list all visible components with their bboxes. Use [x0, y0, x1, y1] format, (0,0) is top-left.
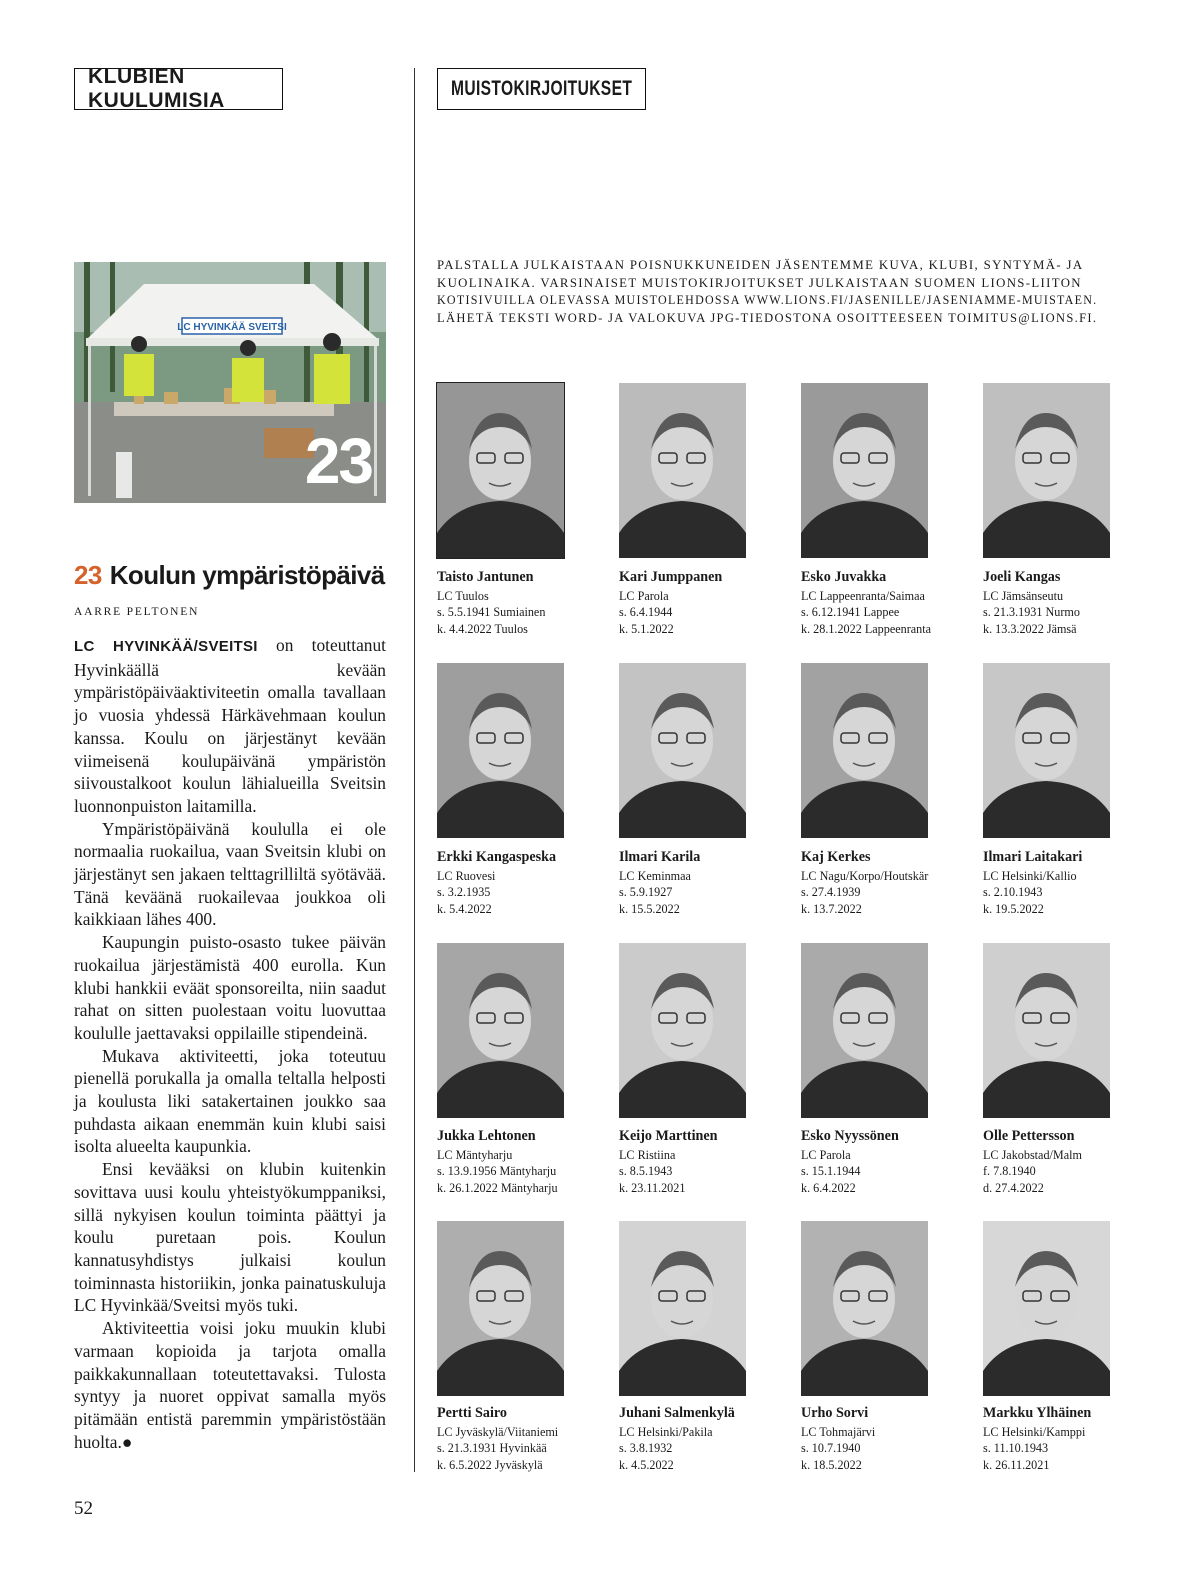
- person-born: s. 15.1.1944: [801, 1164, 861, 1179]
- person-club: LC Lappeenranta/Saimaa: [801, 589, 925, 603]
- person-name: Pertti Sairo: [437, 1405, 508, 1421]
- article-headline: [74, 560, 394, 591]
- obituary-entry: [619, 568, 797, 637]
- portrait-photo: [983, 943, 1110, 1118]
- article-paragraph: Ensi kevääksi on klubin kuitenkin sovittava uusi koulu yhteistyökumppaniksi, sillä nykyisen koulun toiminta päättyi ja koulu puretaan pois. Koulun kannatusyhdistys julkaisi koulun toiminnasta historiikin, jonka painatuskuluja LC Hyvinkää/Sveitsi myös tuki.: [74, 1159, 386, 1316]
- person-died: k. 15.5.2022: [619, 901, 680, 916]
- obituary-entry: [619, 848, 797, 917]
- portrait-photo: [619, 383, 746, 558]
- person-died: k. 5.1.2022: [619, 621, 674, 636]
- person-club: LC Jämsänseutu: [983, 589, 1064, 603]
- person-club: LC Ruovesi: [437, 869, 496, 883]
- person-died: k. 6.4.2022: [801, 1180, 856, 1195]
- person-name: Kari Jumppanen: [619, 569, 723, 585]
- obituary-entry: [983, 848, 1161, 917]
- obituary-entry: [801, 1404, 979, 1473]
- intro-line: KOTISIVUILLA OLEVASSA MUISTOLEHDOSSA WWW.LIONS.FI/JASENILLE/JASENIAMME-MUISTAEN.: [437, 293, 1098, 307]
- person-died: k. 4.4.2022 Tuulos: [437, 621, 528, 636]
- section-title-klubien-kuulumisia: KLUBIEN KUULUMISIA: [74, 68, 283, 110]
- portrait-photo: [801, 383, 928, 558]
- article-title: Koulun ympäristöpäivä: [109, 560, 385, 590]
- photo-number: 23: [304, 425, 372, 497]
- person-name: Kaj Kerkes: [801, 849, 871, 865]
- article-paragraph: LC HYVINKÄÄ/SVEITSI on toteuttanut Hyvinkäällä kevään ympäristöpäiväaktiviteetin omalla tavallaan jo vuosia yhdessä Härkävehmaan koulun kanssa. Koulu on järjestänyt kevään viimeisenä koulupäivänä ympäristön siivoustalkoot koulun lähialueilla Sveitsin luonnonpuiston laitamilla.: [74, 635, 387, 816]
- person-born: s. 5.9.1927: [619, 885, 673, 900]
- portrait-photo: [983, 663, 1110, 838]
- intro-line: PALSTALLA JULKAISTAAN POISNUKKUNEIDEN JÄSENTEMME KUVA, KLUBI, SYNTYMÄ- JA: [437, 258, 1084, 272]
- portrait-photo: [437, 383, 564, 558]
- page-number: 52: [74, 1498, 93, 1519]
- article-paragraph: Ympäristöpäivänä koululla ei ole normaalia ruokailua, vaan Sveitsin klubi on järjestänyt sen jakaen telttagrilliltä syötävää. Tänä keväänä ruokailevaa joukkoa oli kaikkiaan lähes 400.: [74, 818, 386, 930]
- person-died: k. 5.4.2022: [437, 901, 492, 916]
- obituary-entry: [619, 1404, 797, 1473]
- article-paragraph: Mukava aktiviteetti, joka toteutuu pienellä porukalla ja omalla teltalla helposti ja koulusta liki satakertainen joukko saa puhdasta aikaan enemmän kuin klubi saisi isolta alueelta kaupunkia.: [74, 1045, 386, 1157]
- person-name: Erkki Kangaspeska: [437, 849, 557, 865]
- person-died: d. 27.4.2022: [983, 1180, 1044, 1195]
- obituary-entry: [437, 568, 615, 637]
- person-died: k. 6.5.2022 Jyväskylä: [437, 1457, 543, 1472]
- person-born: s. 3.8.1932: [619, 1441, 673, 1456]
- obituary-entry: [983, 1404, 1161, 1473]
- person-died: k. 13.3.2022 Jämsä: [983, 621, 1077, 636]
- portrait-photo: [801, 663, 928, 838]
- person-name: Juhani Salmenkylä: [619, 1405, 735, 1421]
- person-club: LC Parola: [619, 589, 669, 603]
- obituary-entry: [437, 1404, 615, 1473]
- person-club: LC Helsinki/Pakila: [619, 1425, 713, 1439]
- person-name: Markku Ylhäinen: [983, 1405, 1092, 1421]
- article-photo: [74, 262, 386, 503]
- portrait-photo: [983, 1221, 1110, 1396]
- person-died: k. 18.5.2022: [801, 1457, 862, 1472]
- person-died: k. 19.5.2022: [983, 901, 1044, 916]
- person-club: LC Helsinki/Kallio: [983, 869, 1077, 883]
- person-club: LC Tohmajärvi: [801, 1425, 876, 1439]
- intro-line: LÄHETÄ TEKSTI WORD- JA VALOKUVA JPG-TIEDOSTONA OSOITTEESEEN TOIMITUS@LIONS.FI.: [437, 310, 1098, 325]
- person-died: k. 4.5.2022: [619, 1457, 674, 1472]
- person-club: LC Keminmaa: [619, 869, 691, 883]
- portrait-photo: [801, 1221, 928, 1396]
- person-born: s. 6.12.1941 Lappee: [801, 605, 900, 620]
- person-died: k. 26.11.2021: [983, 1457, 1050, 1472]
- obituary-entry: [983, 1127, 1161, 1196]
- person-born: s. 11.10.1943: [983, 1441, 1049, 1456]
- article-body: [74, 634, 386, 1453]
- person-club: LC Parola: [801, 1148, 851, 1162]
- person-born: s. 10.7.1940: [801, 1441, 861, 1456]
- portrait-photo: [983, 383, 1110, 558]
- portrait-photo: [801, 943, 928, 1118]
- person-born: s. 27.4.1939: [801, 885, 861, 900]
- article-lead: LC HYVINKÄÄ/SVEITSI: [74, 638, 258, 655]
- person-name: Jukka Lehtonen: [437, 1128, 536, 1144]
- obituary-entry: [983, 568, 1161, 637]
- person-name: Olle Pettersson: [983, 1128, 1075, 1144]
- portrait-photo: [437, 663, 564, 838]
- person-born: s. 21.3.1931 Nurmo: [983, 605, 1080, 620]
- person-name: Keijo Marttinen: [619, 1128, 718, 1144]
- person-died: k. 13.7.2022: [801, 901, 862, 916]
- obituary-entry: [801, 848, 979, 917]
- person-died: k. 26.1.2022 Mäntyharju: [437, 1180, 558, 1195]
- intro-line: KUOLINAIKA. VARSINAISET MUISTOKIRJOITUKSET JULKAISTAAN SUOMEN LIONS-LIITON: [437, 275, 1082, 290]
- person-club: LC Tuulos: [437, 589, 489, 603]
- svg-text:LC HYVINKÄÄ SVEITSI: LC HYVINKÄÄ SVEITSI: [177, 322, 287, 333]
- person-born: s. 3.2.1935: [437, 885, 491, 900]
- article-paragraph: Aktiviteettia voisi joku muukin klubi varmaan kopioida ja tarjota omalla paikkakunnallaan toteutettavaksi. Tulosta syntyy ja nuoret oppivat samalla myös pitämään entistä paremmin ympäristöstään huolta.●: [74, 1318, 386, 1452]
- article-paragraph: Kaupungin puisto-osasto tukee päivän ruokailua järjestämistä 400 eurolla. Kun klubi hankkii eväät sponsoreilta, niin saadut rahat on sitten puolestaan voitu luovuttaa koululle jaettavaksi oppilaille stipendeinä.: [74, 932, 386, 1043]
- portrait-photo: [619, 943, 746, 1118]
- person-name: Taisto Jantunen: [437, 569, 534, 585]
- person-born: s. 6.4.1944: [619, 605, 673, 620]
- person-died: k. 28.1.2022 Lappeenranta: [801, 621, 931, 636]
- person-born: s. 8.5.1943: [619, 1164, 673, 1179]
- person-club: LC Helsinki/Kamppi: [983, 1425, 1086, 1439]
- person-born: s. 13.9.1956 Mäntyharju: [437, 1164, 557, 1179]
- person-name: Esko Nyyssönen: [801, 1128, 899, 1144]
- person-born: s. 2.10.1943: [983, 885, 1043, 900]
- obituaries-intro: [437, 257, 1097, 327]
- person-born: f. 7.8.1940: [983, 1164, 1036, 1179]
- person-club: LC Jyväskylä/Viitaniemi: [437, 1425, 559, 1439]
- person-name: Esko Juvakka: [801, 569, 887, 585]
- obituary-entry: [619, 1127, 797, 1196]
- article-byline: AARRE PELTONEN: [74, 606, 200, 618]
- obituary-entry: [801, 568, 979, 637]
- obituary-entry: [437, 1127, 615, 1196]
- person-name: Joeli Kangas: [983, 569, 1061, 585]
- person-name: Ilmari Karila: [619, 849, 701, 865]
- obituary-entry: [801, 1127, 979, 1196]
- portrait-photo: [437, 943, 564, 1118]
- person-club: LC Nagu/Korpo/Houtskär: [801, 869, 929, 883]
- portrait-photo: [619, 1221, 746, 1396]
- article-number: 23: [74, 560, 102, 590]
- portrait-photo: [437, 1221, 564, 1396]
- person-born: s. 5.5.1941 Sumiainen: [437, 605, 546, 620]
- obituary-entry: [437, 848, 615, 917]
- person-name: Ilmari Laitakari: [983, 849, 1083, 865]
- section-title-muistokirjoitukset: MUISTOKIRJOITUKSET: [437, 68, 646, 110]
- person-born: s. 21.3.1931 Hyvinkää: [437, 1441, 547, 1456]
- column-divider: [414, 68, 415, 1472]
- person-club: LC Jakobstad/Malm: [983, 1148, 1082, 1162]
- portrait-photo: [619, 663, 746, 838]
- person-died: k. 23.11.2021: [619, 1180, 686, 1195]
- person-club: LC Ristiina: [619, 1148, 676, 1162]
- person-name: Urho Sorvi: [801, 1405, 869, 1421]
- person-club: LC Mäntyharju: [437, 1148, 513, 1162]
